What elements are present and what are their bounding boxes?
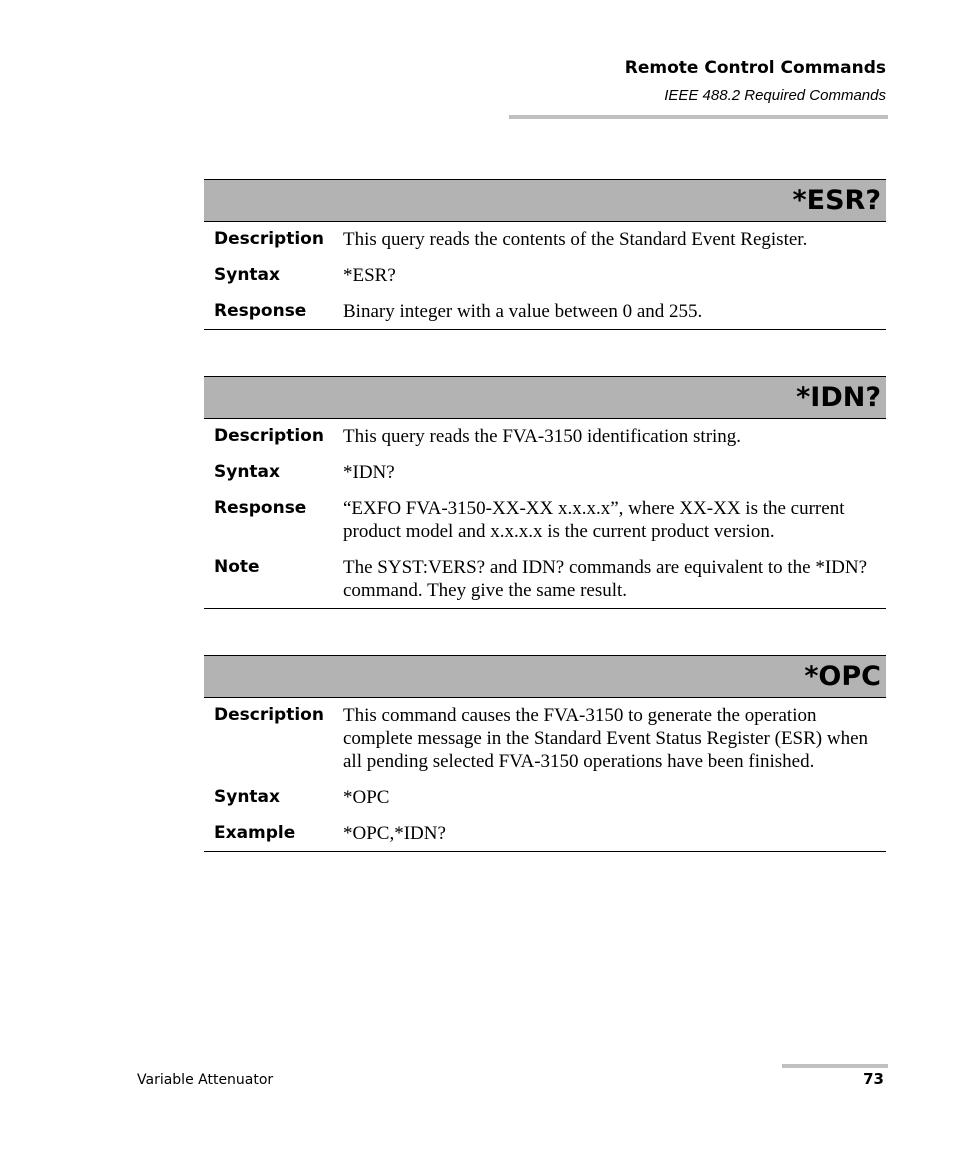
command-row (204, 461, 886, 484)
command-row (204, 556, 886, 602)
command-row (204, 786, 886, 809)
command-block-opc (204, 655, 886, 852)
row-label: Description (214, 229, 324, 249)
command-row (204, 425, 886, 448)
row-value: *OPC (343, 787, 390, 808)
row-value: “EXFO FVA-3150-XX-XX x.x.x.x”, where XX-XX is the current product model and x.x.x.x is the current product version. (343, 498, 845, 542)
row-value: *OPC,*IDN? (343, 823, 446, 844)
row-label: Description (214, 426, 324, 446)
command-name: *OPC (804, 661, 881, 692)
command-row (204, 704, 886, 773)
row-value: Binary integer with a value between 0 and 255. (343, 301, 703, 322)
command-row (204, 228, 886, 251)
row-label: Description (214, 705, 324, 725)
row-value: This query reads the FVA-3150 identification string. (343, 426, 742, 447)
command-row (204, 822, 886, 845)
page-header (625, 57, 886, 107)
row-label: Syntax (214, 462, 280, 482)
command-name: *IDN? (796, 382, 881, 413)
footer-product-name: Variable Attenuator (137, 1072, 274, 1088)
row-label: Example (214, 823, 296, 843)
row-value: This query reads the contents of the Standard Event Register. (343, 229, 808, 250)
footer-divider (782, 1064, 888, 1068)
command-row (204, 264, 886, 287)
row-label: Syntax (214, 265, 280, 285)
page-number: 73 (863, 1070, 884, 1088)
row-label: Syntax (214, 787, 280, 807)
command-header (204, 179, 886, 222)
command-block-idn (204, 376, 886, 609)
row-value: *ESR? (343, 265, 396, 286)
row-value: *IDN? (343, 462, 395, 483)
row-value: The SYST:VERS? and IDN? commands are equivalent to the *IDN? command. They give the same result. (343, 557, 868, 601)
command-row (204, 497, 886, 543)
header-divider (509, 115, 888, 119)
command-block-esr (204, 179, 886, 330)
section-subtitle: IEEE 488.2 Required Commands (664, 87, 886, 104)
command-header (204, 376, 886, 419)
command-row (204, 300, 886, 323)
row-label: Note (214, 557, 260, 577)
row-value: This command causes the FVA-3150 to generate the operation complete message in the Standard Event Status Register (ESR) when all pending selected FVA-3150 operations have been finished. (343, 705, 869, 772)
section-title: Remote Control Commands (624, 58, 886, 78)
row-label: Response (214, 301, 307, 321)
command-name: *ESR? (792, 185, 881, 216)
command-header (204, 655, 886, 698)
row-label: Response (214, 498, 307, 518)
